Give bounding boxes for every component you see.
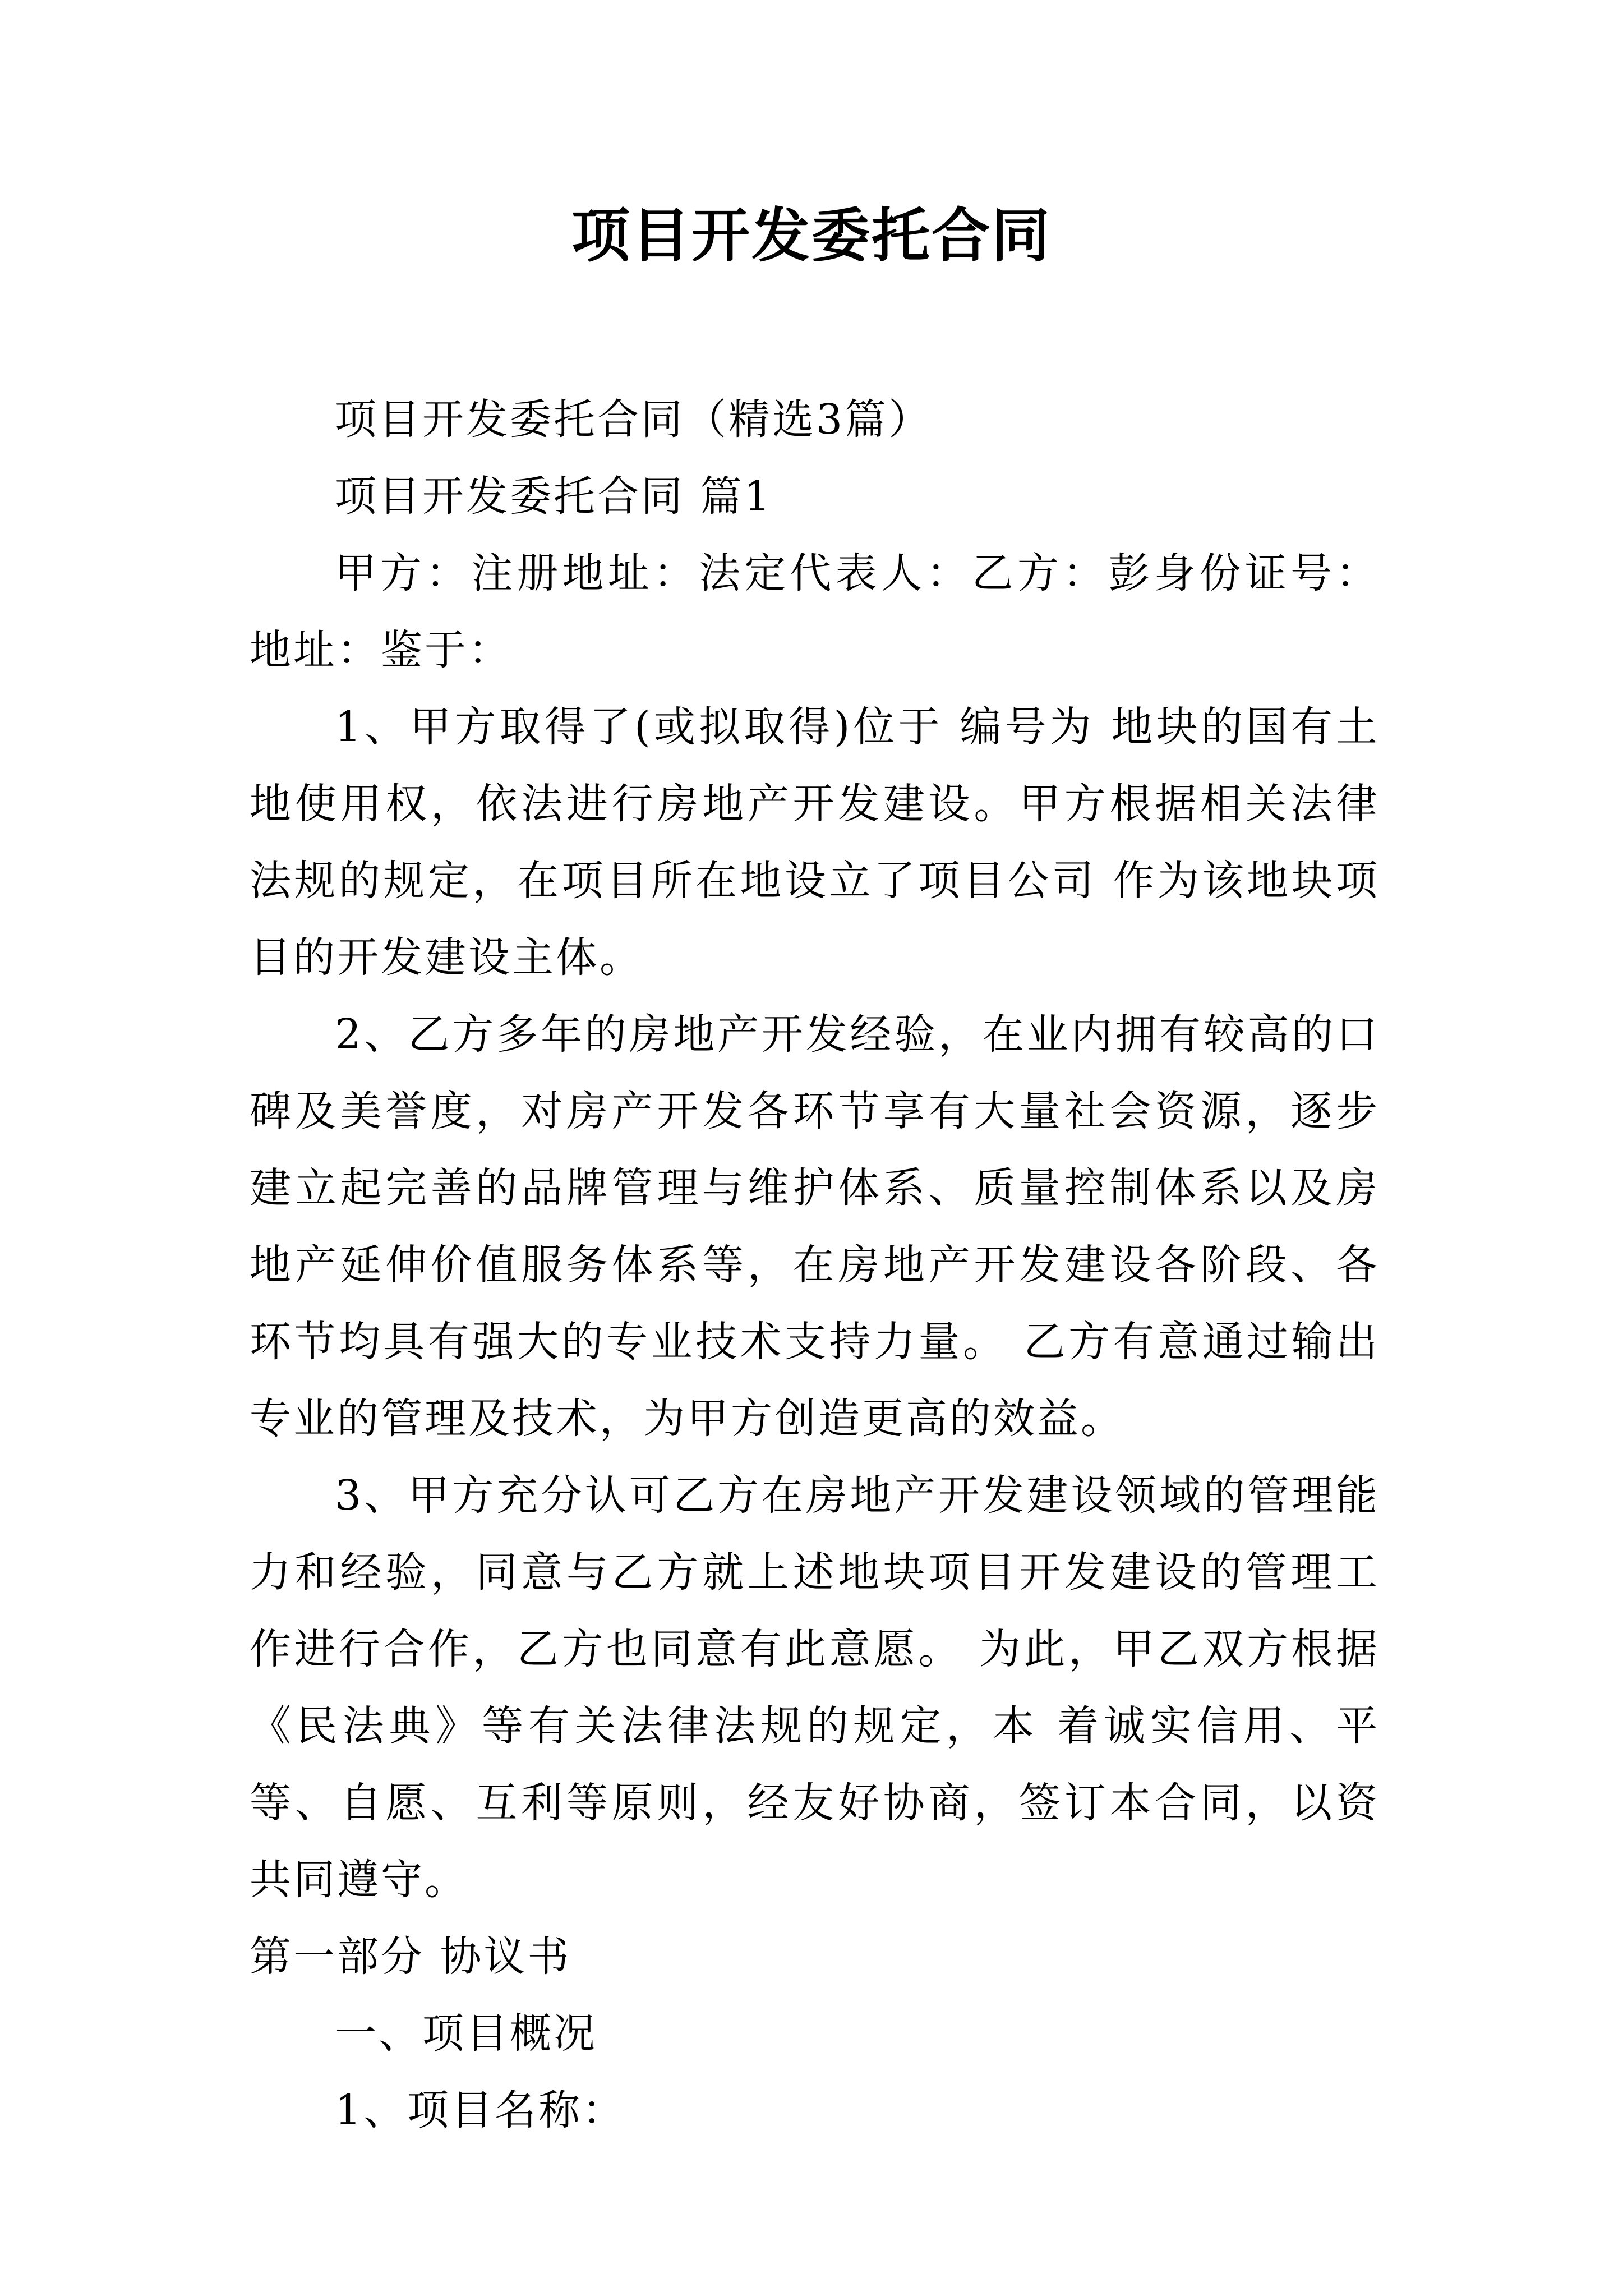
paragraph-clause-2: 2、乙方多年的房地产开发经验，在业内拥有较高的口碑及美誉度，对房产开发各环节享有大量社会资源，逐步建立起完善的品牌管理与维护体系、质量控制体系以及房地产延伸价值服务体系等，在房地产开发建设各阶段、各环节均具有强大的专业技术支持力量。 乙方有意通过输出专业的管理及技术，为甲方创造更高的效益。 bbox=[250, 1010, 1380, 1443]
document-body bbox=[250, 381, 1380, 2149]
part-heading: 第一部分 协议书 bbox=[250, 1932, 571, 1981]
paragraph-subtitle: 项目开发委托合同（精选3篇） bbox=[335, 395, 933, 444]
section-heading-overview: 一、项目概况 bbox=[335, 2009, 597, 2058]
paragraph-parties: 甲方：注册地址：法定代表人：乙方：彭身份证号：地址：鉴于： bbox=[250, 549, 1380, 674]
paragraph-clause-1: 1、甲方取得了(或拟取得)位于 编号为 地块的国有土地使用权，依法进行房地产开发建设。甲方根据相关法律法规的规定，在项目所在地设立了项目公司 作为该地块项目的开发建设主体。 bbox=[250, 703, 1380, 982]
item-project-name: 1、项目名称： bbox=[335, 2086, 626, 2134]
paragraph-clause-3: 3、甲方充分认可乙方在房地产开发建设领域的管理能力和经验，同意与乙方就上述地块项目开发建设的管理工作进行合作，乙方也同意有此意愿。 为此，甲乙双方根据《民法典》等有关法律法规的规定，本 着诚实信用、平等、自愿、互利等原则，经友好协商，签订本合同，以资共同遵守。 bbox=[250, 1471, 1380, 1904]
paragraph-section-heading: 项目开发委托合同 篇1 bbox=[335, 472, 773, 521]
document-title: 项目开发委托合同 bbox=[571, 201, 1052, 270]
